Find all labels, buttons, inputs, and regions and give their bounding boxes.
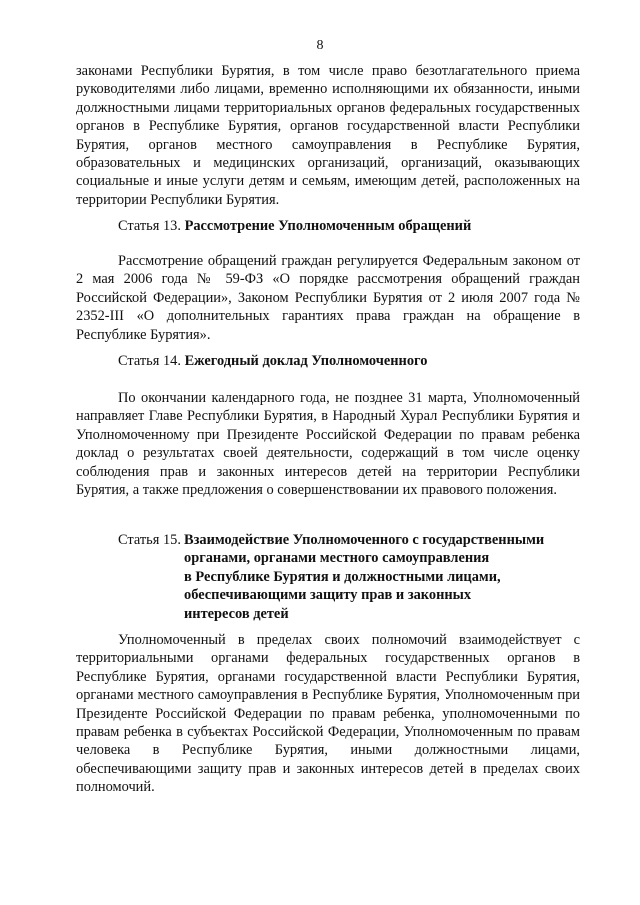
article-14-title: Ежегодный доклад Уполномоченного bbox=[184, 353, 428, 369]
article-13-title: Рассмотрение Уполномоченным обращений bbox=[184, 218, 472, 234]
article-13-paragraph: Рассмотрение обращений граждан регулируется Федеральным законом от 2 мая 2006 года № 59-ФЗ «О порядке рассмотрения обращений граждан Российской Федерации», Законом Республики Бурятия от 2 июля 2007 года № 2352-III «О дополнительных гарантиях права граждан на обращение в Республике Бурятия». bbox=[76, 253, 580, 343]
page-number: 8 bbox=[316, 38, 324, 53]
intro-paragraph: законами Республики Бурятия, в том числе право безотлагательного приема руководителями либо лицами, временно исполняющими их обязанности, иными должностными лицами территориальных органов федеральных государственных органов в Республике Бурятия, органов государственной власти Республики Бурятия, органов местного самоуправления в Республике Бурятия, образовательных и медицинских организаций, организаций, оказывающих социальные и иные услуги детям и семьям, имеющим детей, расположенных на территории Республики Бурятия. bbox=[76, 63, 580, 208]
article-13-heading bbox=[118, 217, 471, 235]
article-13-label: Статья 13. bbox=[118, 218, 181, 234]
article-15-label: Статья 15. bbox=[118, 532, 181, 548]
article-15-heading bbox=[118, 531, 588, 623]
article-14-label: Статья 14. bbox=[118, 353, 181, 369]
article-15-paragraph: Уполномоченный в пределах своих полномочий взаимодействует с территориальными органами федеральных государственных органов в Республике Бурятия, органами государственной власти Республики Бурятия, органами местного самоуправления в Республике Бурятия, Уполномоченным при Президенте Российской Федерации по правам ребенка, уполномоченными по правам ребенка в субъектах Российской Федерации, Уполномоченным по правам человека в Республике Бурятия, иными должностными лицами, обеспечивающими защиту прав и законных интересов детей в пределах своих полномочий. bbox=[76, 632, 580, 796]
article-14-heading bbox=[118, 352, 427, 370]
article-15-title: Взаимодействие Уполномоченного с государственными органами, органами местного самоуправления в Республике Бурятия и должностными лицами, обеспечивающими защиту прав и законных интересов детей bbox=[184, 532, 545, 622]
article-14-paragraph: По окончании календарного года, не позднее 31 марта, Уполномоченный направляет Главе Республики Бурятия, в Народный Хурал Республики Бурятия и Уполномоченному при Президенте Российской Федерации по правам ребенка доклад о результатах своей деятельности, содержащий в том числе оценку соблюдения прав и законных интересов детей на территории Республики Бурятия, а также предложения о совершенствовании их правового положения. bbox=[76, 390, 580, 499]
